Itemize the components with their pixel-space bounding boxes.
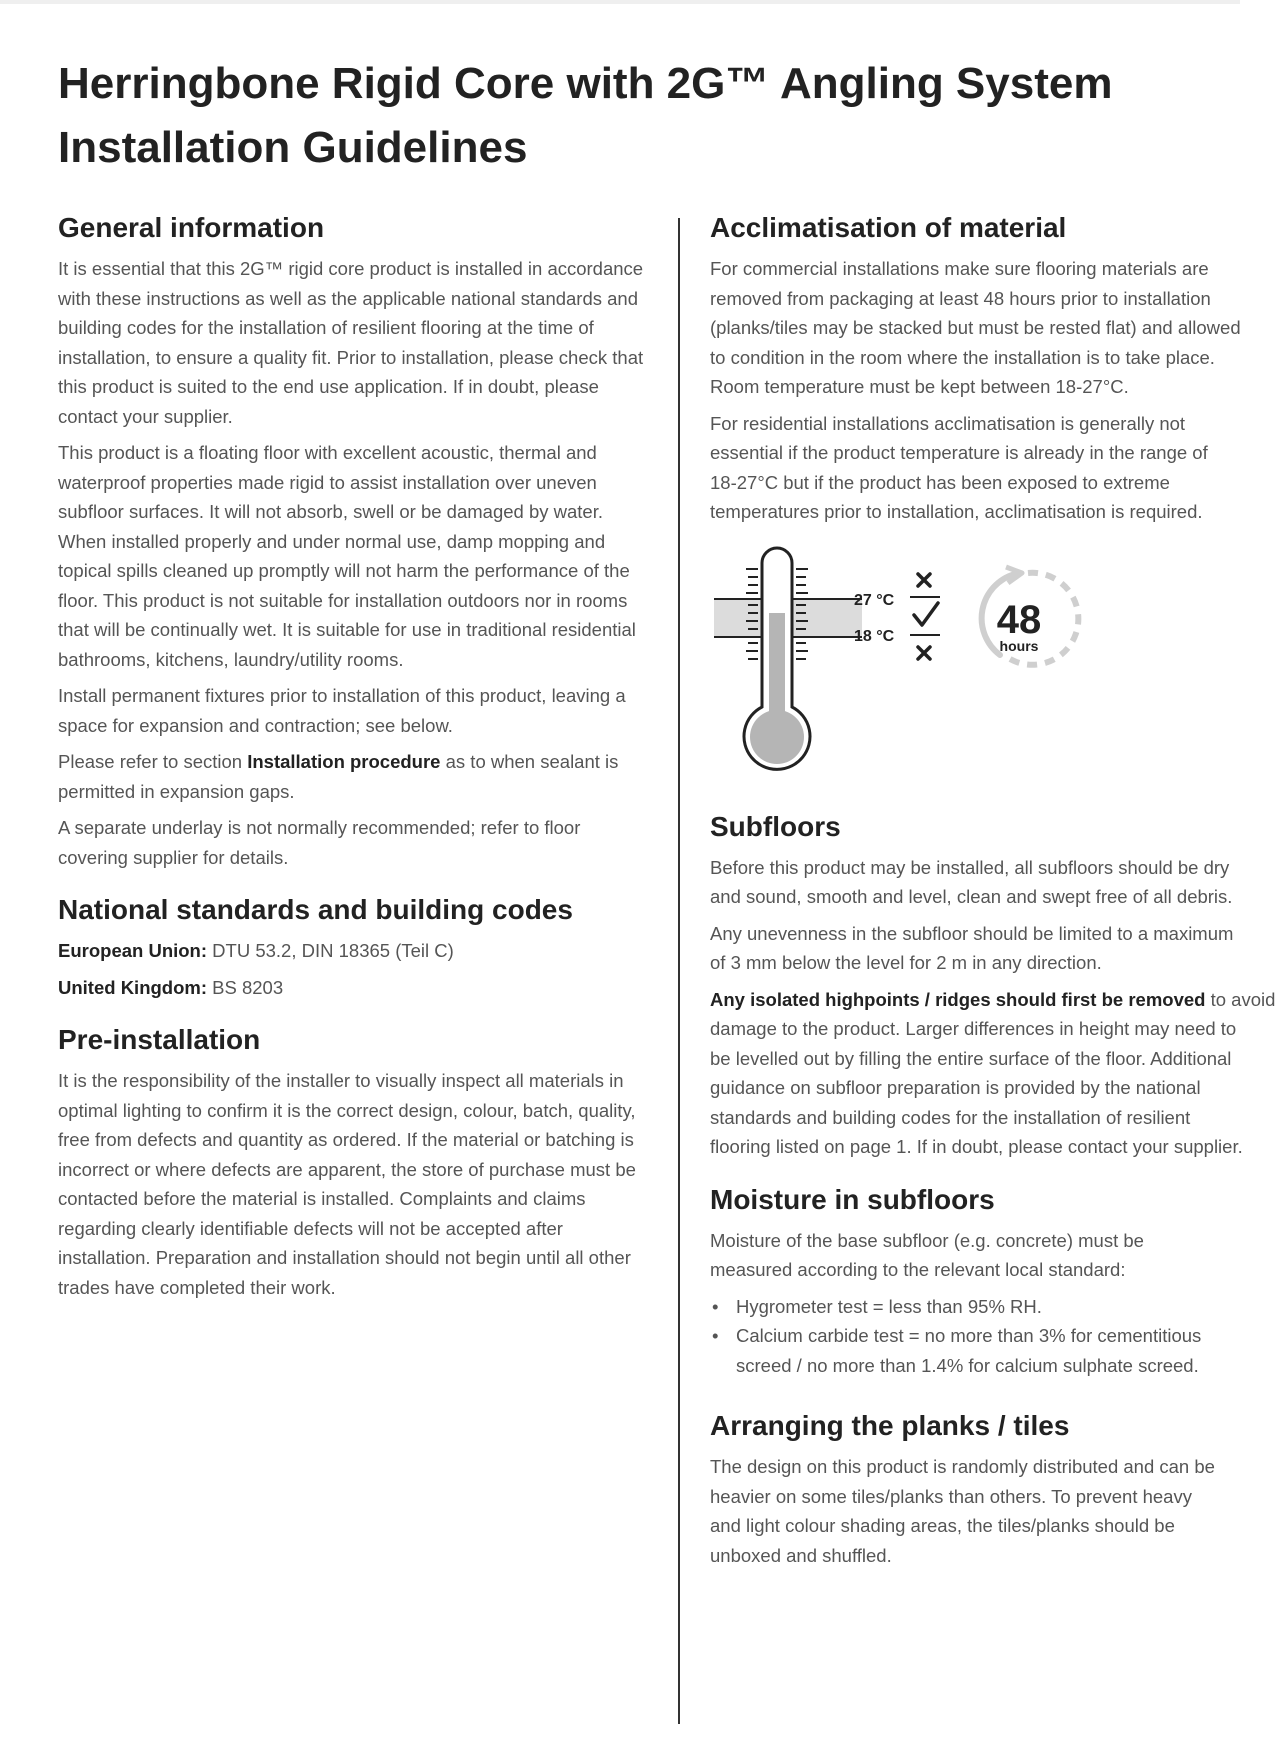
section-pre-installation (58, 1022, 646, 1302)
hours-value: 48 (996, 597, 1042, 642)
page-title-line-2: Installation Guidelines (58, 123, 528, 172)
right-column-clip (710, 210, 1275, 1570)
temperature-high-label: 27 °C (854, 591, 895, 609)
cross-icon-bottom (918, 647, 930, 659)
section-national-standards (58, 892, 646, 1002)
thermometer-and-timer-svg (710, 539, 1110, 789)
standard-eu: European Union: DTU 53.2, DIN 18365 (Teil C) (58, 940, 454, 961)
page-title (58, 52, 1112, 180)
highpoints-warning: Any isolated highpoints / ridges should first be removed (710, 988, 1206, 1010)
list-item: • Hygrometer test = less than 95% RH. (710, 1292, 1240, 1322)
left-column (58, 210, 646, 1322)
subfloors-paragraph-3: Any isolated highpoints / ridges should first be removed to avoid damage to the product. Larger differences in height may need to be levelled out by filling the entire surface of the floor. Additional guidance on subfloor preparation is provided by the national standards and building codes for the installation of resilient flooring listed on page 1. If in doubt, please contact your supplier. (710, 988, 1275, 1157)
hours-label: hours (999, 637, 1039, 654)
acclimatisation-graphic (710, 539, 1240, 789)
standard-uk: United Kingdom: BS 8203 (58, 976, 284, 998)
heading-general-information: General information (58, 212, 325, 243)
page-title-line-1: Herringbone Rigid Core with 2G™ Angling System (58, 59, 1113, 108)
heading-arranging: Arranging the planks / tiles (710, 1410, 1070, 1441)
general-paragraph-3: Install permanent fixtures prior to installation of this product, leaving a space for expansion and contraction; see below. (58, 685, 626, 736)
thermometer-icon (744, 548, 810, 769)
heading-subfloors: Subfloors (710, 810, 841, 842)
section-moisture (710, 1182, 1240, 1381)
heading-acclimatisation: Acclimatisation of material (710, 212, 1067, 243)
right-column (710, 210, 1275, 1590)
cross-icon-top (918, 574, 930, 586)
arranging-paragraph: The design on this product is randomly distributed and can be heavier on some tiles/planks than others. To prevent heavy and light colour shading areas, the tiles/planks should be unboxed and shuffled. (710, 1456, 1215, 1566)
general-paragraph-1: It is essential that this 2G™ rigid core product is installed in accordance with these instructions as well as the applicable national standards and building codes for the installation of resilient flooring at the time of installation, to ensure a quality fit. Prior to installation, please check that this product is suited to the end use application. If in doubt, please contact your supplier. (58, 258, 644, 427)
heading-national-standards: National standards and building codes (58, 894, 573, 925)
installation-procedure-reference: Installation procedure (247, 751, 441, 772)
list-item: • Calcium carbide test = no more than 3% for cementitious screed / no more than 1.4% for calcium sulphate screed. (710, 1321, 1240, 1380)
acclimatisation-paragraph-1: For commercial installations make sure flooring materials are removed from packaging at least 48 hours prior to installation (planks/tiles may be stacked but must be rested flat) and allowed to condition in the room where the installation is to take place. Room temperature must be kept between 18-27°C. (710, 258, 1241, 397)
heading-pre-installation: Pre-installation (58, 1024, 261, 1055)
column-divider (678, 218, 680, 1724)
section-general-information (58, 210, 646, 872)
acclimatisation-paragraph-2: For residential installations acclimatisation is generally not essential if the product temperature is already in the range of 18-27°C but if the product has been exposed to extreme temperatures prior to installation, acclimatisation is required. (710, 412, 1208, 522)
general-paragraph-2: This product is a floating floor with excellent acoustic, thermal and waterproof properties made rigid to assist installation over uneven subfloor surfaces. It will not absorb, swell or be damaged by water. When installed properly and under normal use, damp mopping and topical spills cleaned up promptly will not harm the performance of the floor. This product is not suitable for installation outdoors nor in rooms that will be continually wet. It is suitable for use in traditional residential bathrooms, kitchens, laundry/utility rooms. (58, 442, 636, 670)
moisture-test-list (710, 1292, 1240, 1381)
section-arranging (710, 1408, 1240, 1570)
check-icon (914, 603, 938, 625)
subfloors-paragraph-1: Before this product may be installed, all subfloors should be dry and sound, smooth and level, clean and swept free of all debris. (710, 856, 1233, 907)
section-subfloors (710, 809, 1275, 1162)
section-acclimatisation (710, 210, 1240, 789)
heading-moisture: Moisture in subfloors (710, 1183, 995, 1215)
temperature-low-label: 18 °C (854, 627, 895, 645)
general-paragraph-5: A separate underlay is not normally recommended; refer to floor covering supplier for details. (58, 817, 581, 868)
page-top-border (0, 0, 1240, 4)
general-paragraph-4: Please refer to section Installation procedure as to when sealant is permitted in expansion gaps. (58, 751, 619, 802)
subfloors-paragraph-2: Any unevenness in the subfloor should be limited to a maximum of 3 mm below the level for 2 m in any direction. (710, 922, 1234, 973)
pre-installation-paragraph: It is the responsibility of the installer to visually inspect all materials in optimal lighting to confirm it is the correct design, colour, batch, quality, free from defects and quantity as ordered. If the material or batching is incorrect or where defects are apparent, the store of purchase must be contacted before the material is installed. Complaints and claims regarding clearly identifiable defects will not be accepted after installation. Preparation and installation should not begin until all other trades have completed their work. (58, 1070, 636, 1298)
moisture-paragraph: Moisture of the base subfloor (e.g. concrete) must be measured according to the relevant local standard: (710, 1229, 1144, 1280)
